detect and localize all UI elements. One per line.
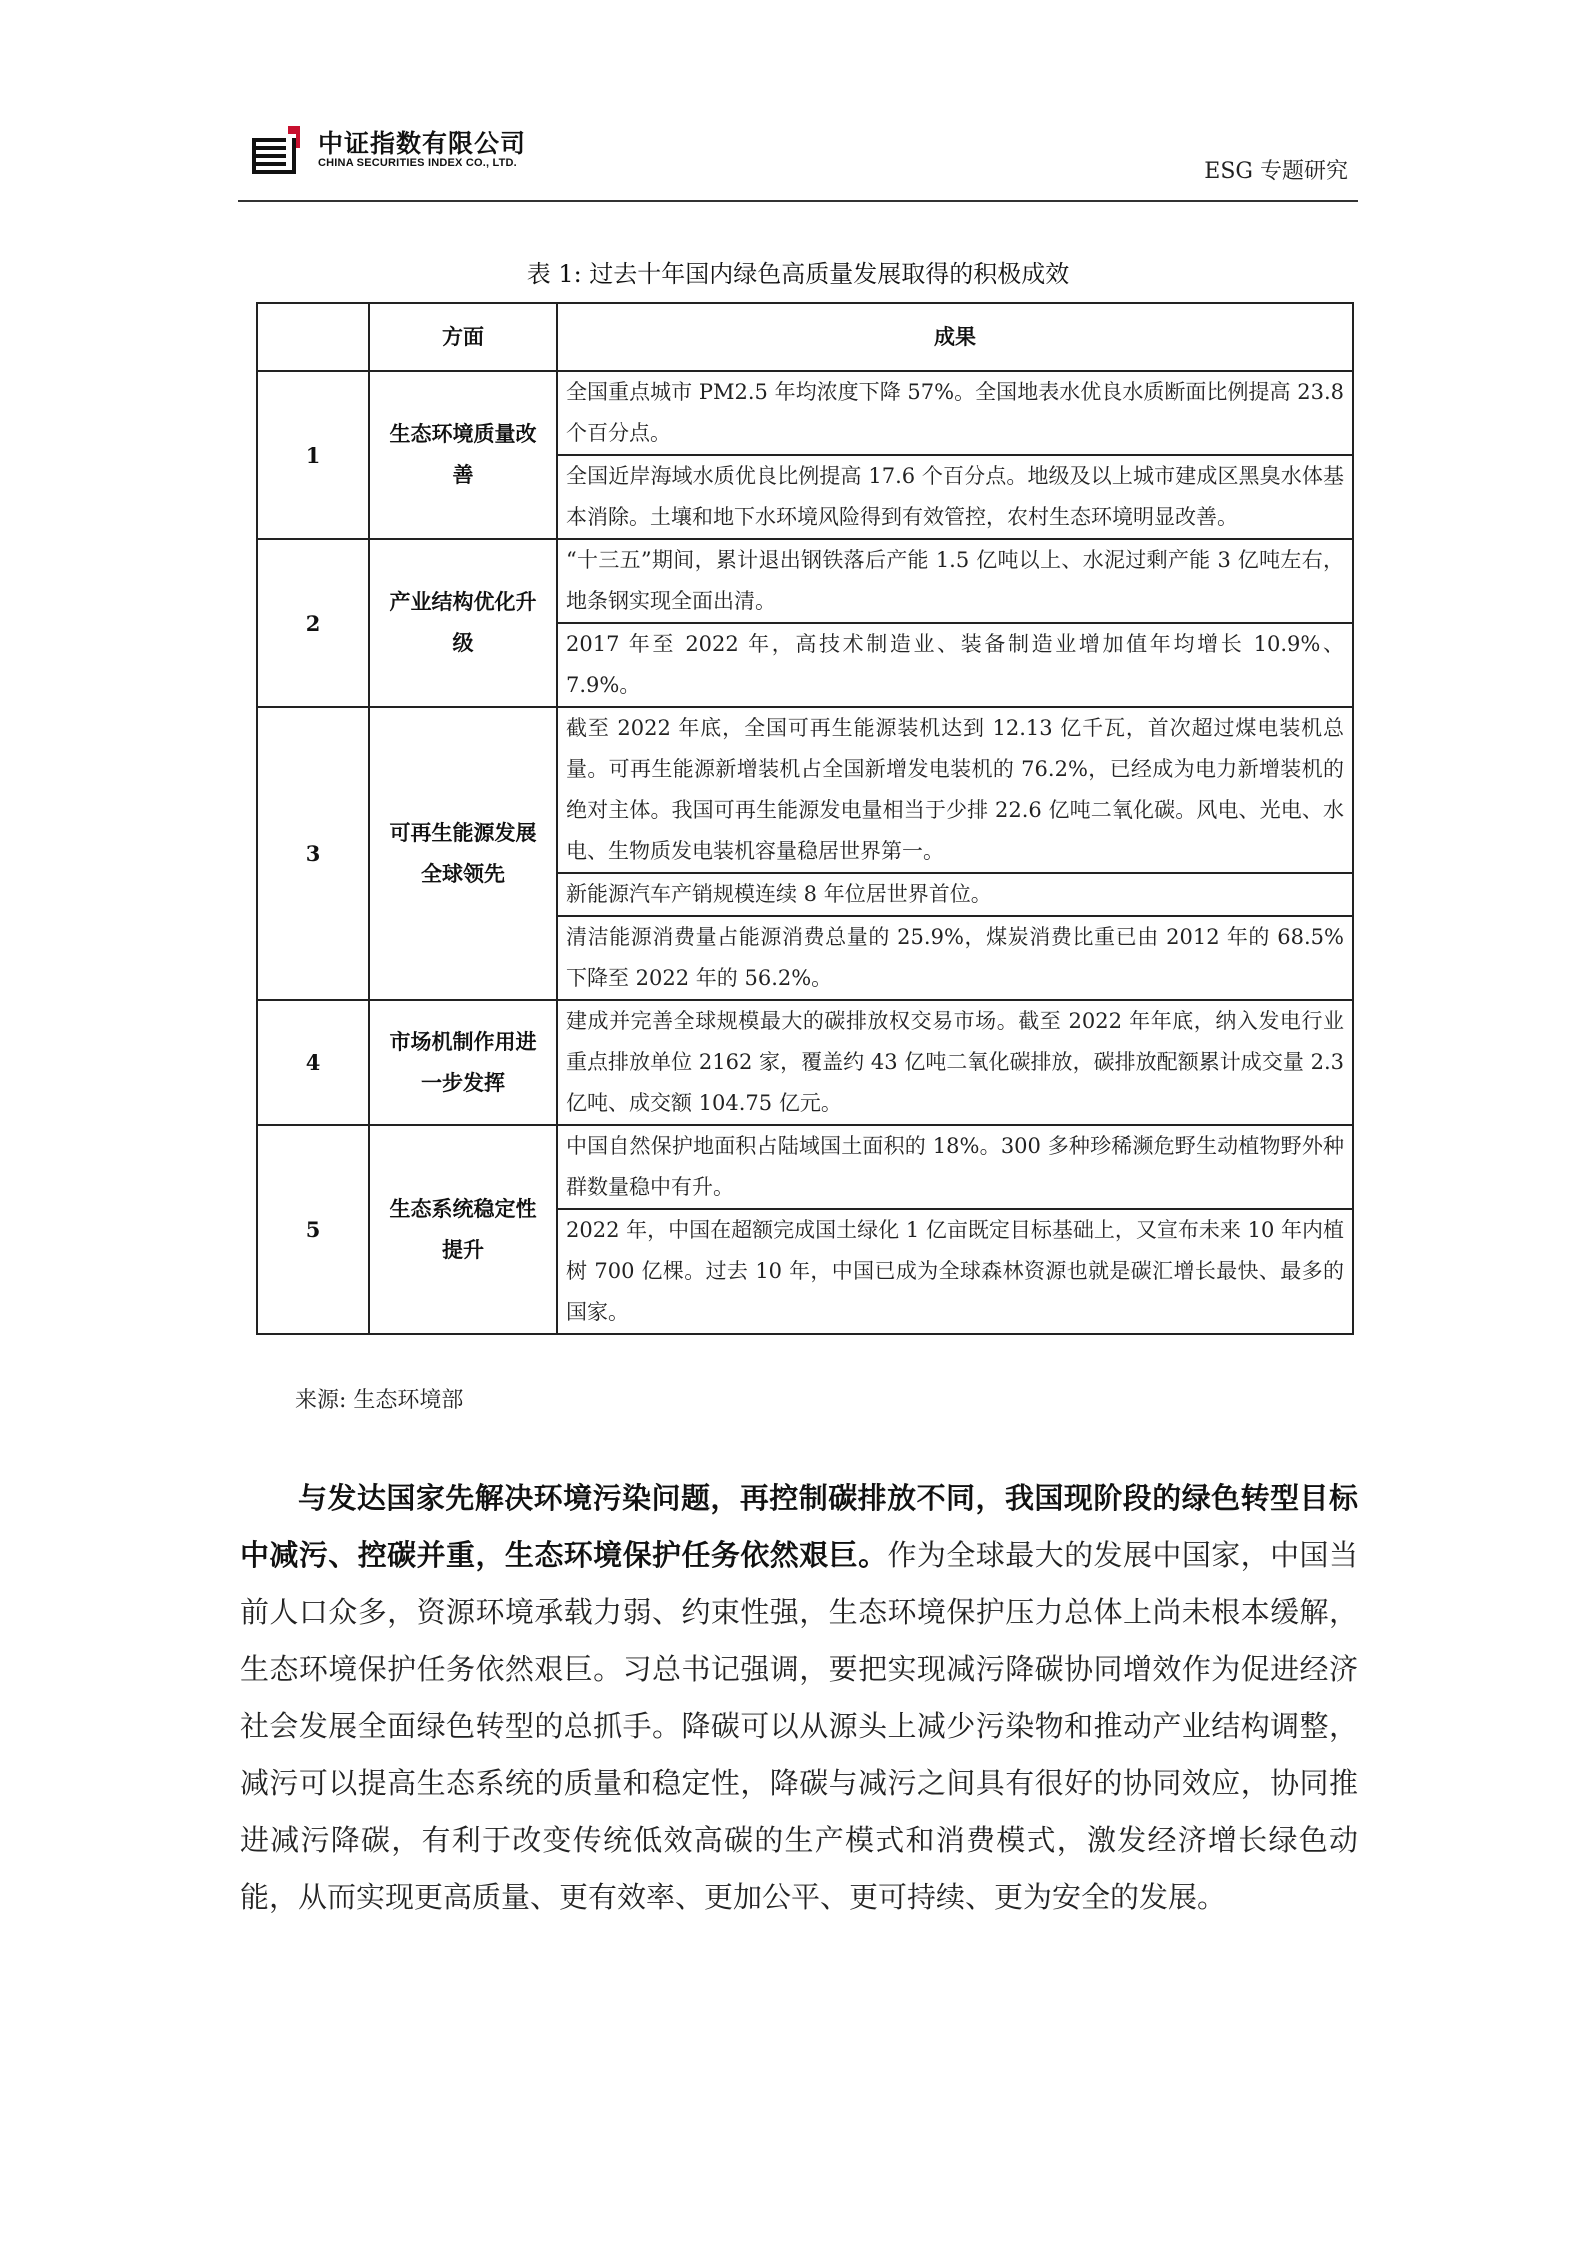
row-number: 1 <box>257 371 369 539</box>
table-row <box>257 1125 1353 1209</box>
row-result: 建成并完善全球规模最大的碳排放权交易市场。截至 2022 年年底，纳入发电行业重点排放单位 2162 家，覆盖约 43 亿吨二氧化碳排放，碳排放配额累计成交量 2.3 亿吨、成交额 104.75 亿元。 <box>557 1000 1353 1125</box>
row-number: 4 <box>257 1000 369 1125</box>
table-header-row <box>257 303 1353 371</box>
table-row <box>257 707 1353 873</box>
row-result: 2017 年至 2022 年，高技术制造业、装备制造业增加值年均增长 10.9%、7.9%。 <box>557 623 1353 707</box>
row-result: “十三五”期间，累计退出钢铁落后产能 1.5 亿吨以上、水泥过剩产能 3 亿吨左右，地条钢实现全面出清。 <box>557 539 1353 623</box>
table-row <box>257 371 1353 455</box>
row-aspect: 可再生能源发展全球领先 <box>369 707 557 1000</box>
company-name-cn: 中证指数有限公司 <box>318 129 527 158</box>
row-number: 2 <box>257 539 369 707</box>
company-name-en: CHINA SECURITIES INDEX CO., LTD. <box>318 157 517 169</box>
paragraph-lead: 与发达国家先解决环境污染问题，再控制碳排放不同，我国现阶段的绿色转型目标中减污、控碳并重，生态环境保护任务依然艰巨。 <box>240 1481 1358 1572</box>
row-result: 中国自然保护地面积占陆域国土面积的 18%。300 多种珍稀濒危野生动植物野外种群数量稳中有升。 <box>557 1125 1353 1209</box>
row-aspect: 生态环境质量改善 <box>369 371 557 539</box>
row-number: 5 <box>257 1125 369 1334</box>
row-result: 清洁能源消费量占能源消费总量的 25.9%，煤炭消费比重已由 2012 年的 68.5%下降至 2022 年的 56.2%。 <box>557 916 1353 1000</box>
results-table <box>256 302 1354 1335</box>
header-cell-aspect: 方面 <box>369 303 557 371</box>
page-header <box>238 112 1358 202</box>
header-cell-index <box>257 303 369 371</box>
header-divider <box>238 200 1358 202</box>
body-paragraph <box>240 1470 1358 1926</box>
table-title: 表 1: 过去十年国内绿色高质量发展取得的积极成效 <box>526 260 1070 288</box>
row-number: 3 <box>257 707 369 1000</box>
row-result: 全国重点城市 PM2.5 年均浓度下降 57%。全国地表水优良水质断面比例提高 23.8 个百分点。 <box>557 371 1353 455</box>
row-result: 新能源汽车产销规模连续 8 年位居世界首位。 <box>557 873 1353 916</box>
row-result: 2022 年，中国在超额完成国土绿化 1 亿亩既定目标基础上，又宣布未来 10 年内植树 700 亿棵。过去 10 年，中国已成为全球森林资源也就是碳汇增长最快、最多的国家。 <box>557 1209 1353 1334</box>
csi-logo-icon <box>248 124 310 176</box>
row-result: 截至 2022 年底，全国可再生能源装机达到 12.13 亿千瓦，首次超过煤电装机总量。可再生能源新增装机占全国新增发电装机的 76.2%，已经成为电力新增装机的绝对主体。我国可再生能源发电量相当于少排 22.6 亿吨二氧化碳。风电、光电、水电、生物质发电装机容量稳居世界第一。 <box>557 707 1353 873</box>
row-aspect: 产业结构优化升级 <box>369 539 557 707</box>
header-cell-result: 成果 <box>557 303 1353 371</box>
section-label: ESG 专题研究 <box>1204 159 1348 184</box>
table-row <box>257 1000 1353 1125</box>
company-logo <box>248 124 668 184</box>
row-aspect: 市场机制作用进一步发挥 <box>369 1000 557 1125</box>
row-aspect: 生态系统稳定性提升 <box>369 1125 557 1334</box>
row-result: 全国近岸海域水质优良比例提高 17.6 个百分点。地级及以上城市建成区黑臭水体基本消除。土壤和地下水环境风险得到有效管控，农村生态环境明显改善。 <box>557 455 1353 539</box>
table-row <box>257 539 1353 623</box>
table-source: 来源: 生态环境部 <box>295 1388 464 1413</box>
paragraph-text: 作为全球最大的发展中国家，中国当前人口众多，资源环境承载力弱、约束性强，生态环境保护压力总体上尚未根本缓解，生态环境保护任务依然艰巨。习总书记强调，要把实现减污降碳协同增效作为促进经济社会发展全面绿色转型的总抓手。降碳可以从源头上减少污染物和推动产业结构调整，减污可以提高生态系统的质量和稳定性，降碳与减污之间具有很好的协同效应，协同推进减污降碳，有利于改变传统低效高碳的生产模式和消费模式，激发经济增长绿色动能，从而实现更高质量、更有效率、更加公平、更可持续、更为安全的发展。 <box>240 1538 1358 1914</box>
